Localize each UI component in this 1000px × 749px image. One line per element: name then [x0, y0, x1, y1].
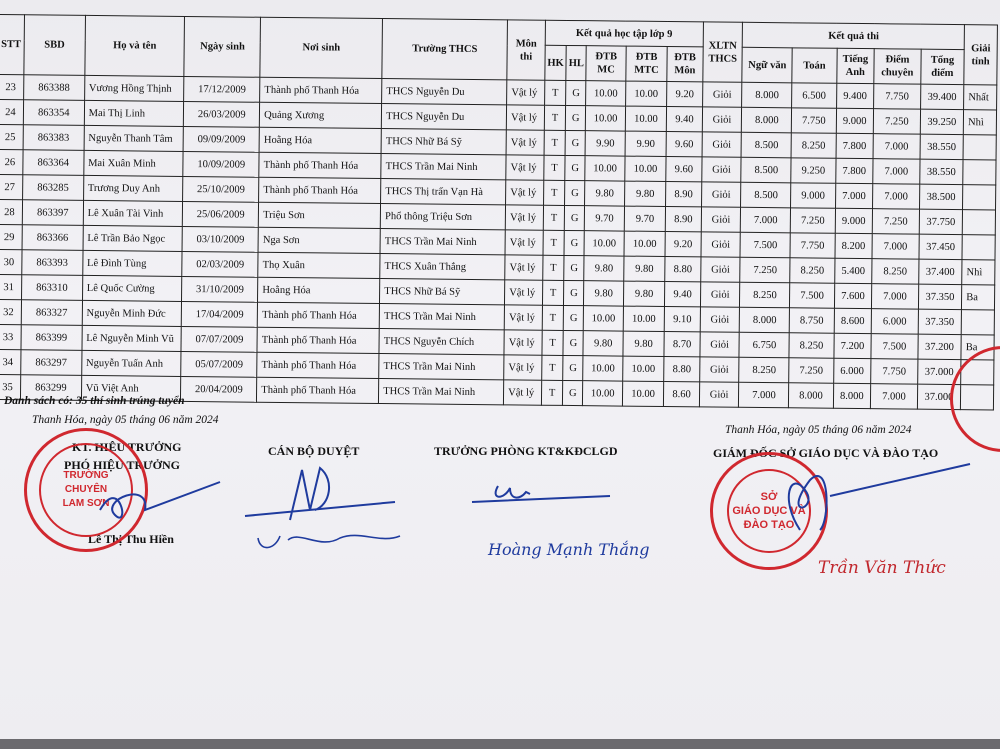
cell-mc: 10.00: [585, 156, 625, 181]
stamp-right-text-2: GIÁO DỤC VÀ: [732, 505, 806, 517]
stamp-right-text-1: SỞ: [760, 491, 778, 503]
col-dob: Ngày sinh: [184, 16, 260, 77]
cell-school: THCS Trần Mai Ninh: [379, 304, 504, 330]
cell-mc: 10.00: [583, 381, 623, 406]
cell-chuyen: 7.000: [871, 384, 918, 409]
cell-xl: Giỏi: [702, 157, 742, 182]
signature-3: [470, 478, 620, 508]
cell-dob: 07/07/2009: [181, 326, 257, 352]
cell-name: Nguyễn Minh Đức: [82, 300, 182, 326]
cell-hk: T: [542, 355, 564, 380]
cell-sbd: 863393: [22, 250, 83, 276]
cell-prize: [963, 135, 996, 160]
cell-subject: Vật lý: [504, 380, 542, 405]
col-stt: STT: [0, 15, 24, 75]
cell-mtc: 9.70: [624, 206, 666, 231]
cell-pob: Thành phố Thanh Hóa: [257, 352, 379, 378]
signer-left-name: Lê Thị Thu Hiền: [88, 532, 174, 546]
cell-van: 8.500: [741, 157, 791, 183]
cell-stt: 26: [0, 149, 23, 174]
cell-anh: 6.000: [833, 358, 871, 383]
cell-mtc: 9.90: [625, 131, 667, 156]
cell-pob: Thọ Xuân: [258, 252, 380, 278]
cell-tong: 38.500: [919, 184, 963, 209]
col-tong: Tổng điểm: [920, 49, 964, 84]
cell-hk: T: [542, 280, 564, 305]
cell-anh: 9.000: [835, 208, 873, 233]
cell-sbd: 863285: [22, 175, 83, 201]
cell-van: 7.000: [739, 382, 789, 408]
cell-name: Mai Xuân Minh: [84, 150, 184, 176]
cell-mtc: 10.00: [622, 381, 664, 406]
cell-prize: [961, 310, 994, 335]
cell-anh: 9.000: [836, 108, 874, 133]
cell-toan: 9.000: [791, 183, 835, 208]
col-dtb-mc: ĐTB MC: [586, 46, 626, 81]
cell-van: 8.000: [742, 107, 792, 133]
cell-hk: T: [543, 230, 565, 255]
cell-subject: Vật lý: [506, 130, 544, 155]
cell-xl: Giỏi: [701, 182, 741, 207]
kt-hieu-truong-title: KT. HIỆU TRƯỞNG: [72, 440, 182, 454]
cell-tong: 37.450: [919, 234, 963, 259]
cell-subject: Vật lý: [505, 280, 543, 305]
cell-school: THCS Nhữ Bá Sỹ: [380, 279, 505, 305]
cell-xl: Giỏi: [702, 132, 742, 157]
cell-prize: [962, 235, 995, 260]
cell-subject: Vật lý: [504, 330, 542, 355]
cell-school: THCS Nhữ Bá Sỹ: [381, 129, 506, 155]
cell-mc: 9.80: [585, 181, 625, 206]
cell-sbd: 863327: [21, 300, 82, 326]
cell-toan: 8.250: [791, 133, 835, 158]
cell-subject: Vật lý: [506, 180, 544, 205]
cell-dob: 25/10/2009: [183, 176, 259, 202]
col-prize: Giải tỉnh: [964, 25, 997, 85]
cell-subject: Vật lý: [507, 80, 545, 105]
cell-pob: Hoằng Hóa: [259, 127, 381, 153]
cell-van: 7.500: [740, 232, 790, 258]
col-dtb-mtc: ĐTB MTC: [626, 46, 668, 81]
cell-toan: 7.750: [790, 233, 834, 258]
cell-hk: T: [544, 105, 566, 130]
cell-pob: Hoằng Hóa: [258, 277, 380, 303]
stamp-left-text-3: LAM SƠN: [62, 498, 110, 509]
cell-name: Vương Hồng Thịnh: [84, 75, 184, 101]
cell-toan: 7.500: [790, 283, 834, 308]
cell-school: THCS Nguyễn Du: [382, 104, 507, 130]
cell-mtc: 10.00: [625, 81, 667, 106]
cell-chuyen: 7.250: [873, 109, 920, 134]
cell-xl: Giỏi: [702, 82, 742, 107]
cell-anh: 9.400: [836, 83, 874, 108]
cell-school: THCS Nguyễn Chích: [379, 329, 504, 355]
stamp-left-text-2: CHUYÊN: [64, 484, 108, 495]
cell-dob: 31/10/2009: [182, 276, 258, 302]
cell-sbd: 863354: [23, 100, 84, 126]
cell-sbd: 863297: [21, 350, 82, 376]
cell-van: 8.250: [740, 282, 790, 308]
cell-hl: G: [564, 205, 584, 230]
cell-stt: 34: [0, 349, 21, 374]
cell-mon: 9.20: [667, 82, 703, 107]
cell-school: THCS Thị trấn Vạn Hà: [381, 179, 506, 205]
cell-tong: 37.000: [917, 384, 961, 409]
cell-dob: 10/09/2009: [183, 151, 259, 177]
cell-mc: 9.90: [585, 131, 625, 156]
cell-hk: T: [542, 305, 564, 330]
cell-hl: G: [565, 180, 585, 205]
cell-chuyen: 7.000: [872, 284, 919, 309]
cell-dob: 02/03/2009: [182, 251, 258, 277]
cell-tong: 37.200: [918, 334, 962, 359]
col-chuyen: Điểm chuyên: [874, 49, 921, 84]
cell-dob: 17/12/2009: [184, 76, 260, 102]
cell-mtc: 9.80: [623, 331, 665, 356]
cell-subject: Vật lý: [504, 305, 542, 330]
cell-anh: 7.600: [834, 283, 872, 308]
cell-hk: T: [542, 330, 564, 355]
col-hl: HL: [566, 45, 587, 80]
cell-hk: T: [543, 205, 565, 230]
cell-mc: 10.00: [584, 231, 624, 256]
cell-mc: 10.00: [584, 306, 624, 331]
can-bo-duyet-title: CÁN BỘ DUYỆT: [268, 444, 360, 458]
cell-pob: Thành phố Thanh Hóa: [257, 302, 379, 328]
cell-mtc: 10.00: [624, 231, 666, 256]
cell-toan: 8.250: [789, 333, 833, 358]
cell-prize: Ba: [961, 335, 994, 360]
cell-mtc: 10.00: [625, 156, 667, 181]
cell-mtc: 10.00: [625, 106, 667, 131]
cell-mc: 9.80: [583, 331, 623, 356]
cell-hk: T: [544, 155, 566, 180]
group-grade9: Kết quả học tập lớp 9: [545, 20, 703, 47]
cell-van: 8.250: [739, 357, 789, 383]
cell-mon: 9.20: [665, 232, 701, 257]
cell-hl: G: [564, 230, 584, 255]
col-name: Họ và tên: [85, 15, 185, 76]
cell-pob: Thành phố Thanh Hóa: [260, 77, 382, 103]
cell-school: THCS Nguyễn Du: [382, 79, 507, 105]
pho-hieu-truong-title: PHÓ HIỆU TRƯỞNG: [64, 458, 181, 472]
cell-name: Lê Trần Bảo Ngọc: [83, 225, 183, 251]
cell-name: Nguyễn Thanh Tâm: [84, 125, 184, 151]
group-exam: Kết quả thi: [743, 22, 965, 49]
col-sbd: SBD: [24, 15, 85, 76]
cell-dob: 25/06/2009: [183, 201, 259, 227]
cell-mon: 8.90: [665, 207, 701, 232]
cell-hl: G: [564, 280, 584, 305]
cell-name: Trương Duy Anh: [83, 175, 183, 201]
signature-4: [760, 460, 980, 540]
cell-prize: [962, 210, 995, 235]
cell-hl: G: [563, 355, 583, 380]
cell-anh: 7.800: [836, 133, 874, 158]
cell-mon: 8.90: [666, 182, 702, 207]
cell-toan: 7.250: [789, 358, 833, 383]
cell-van: 8.500: [741, 132, 791, 158]
cell-sbd: 863383: [23, 125, 84, 151]
cell-stt: 25: [0, 124, 23, 149]
cell-hk: T: [544, 130, 566, 155]
cell-tong: 37.400: [918, 259, 962, 284]
cell-xl: Giỏi: [699, 357, 739, 382]
cell-dob: 17/04/2009: [182, 301, 258, 327]
cell-hk: T: [544, 80, 566, 105]
col-subject: Môn thi: [507, 20, 545, 80]
cell-stt: 30: [0, 249, 22, 274]
cell-hl: G: [566, 80, 586, 105]
cell-sbd: 863299: [20, 375, 81, 401]
cell-prize: Ba: [962, 285, 995, 310]
cell-tong: 37.000: [917, 359, 961, 384]
date-right: Thanh Hóa, ngày 05 tháng 06 năm 2024: [725, 424, 912, 436]
cell-van: 8.000: [740, 307, 790, 333]
cell-toan: 7.250: [791, 208, 835, 233]
cell-stt: 29: [0, 224, 22, 249]
cell-toan: 7.750: [792, 108, 836, 133]
cell-mtc: 9.80: [623, 281, 665, 306]
cell-mc: 9.80: [584, 256, 624, 281]
cell-anh: 8.600: [834, 308, 872, 333]
cell-subject: Vật lý: [505, 230, 543, 255]
page-edge: [0, 739, 1000, 749]
cell-prize: Nhì: [962, 260, 995, 285]
cell-xl: Giỏi: [700, 332, 740, 357]
cell-mon: 8.80: [664, 356, 700, 381]
cell-anh: 5.400: [834, 258, 872, 283]
cell-school: THCS Xuân Thắng: [380, 254, 505, 280]
cell-pob: Triệu Sơn: [259, 202, 381, 228]
cell-stt: 23: [0, 75, 24, 100]
cell-stt: 35: [0, 374, 21, 399]
cell-mon: 9.60: [666, 132, 702, 157]
cell-mc: 9.70: [585, 206, 625, 231]
cell-chuyen: 8.250: [872, 259, 919, 284]
cell-anh: 8.200: [835, 233, 873, 258]
cell-tong: 38.550: [920, 134, 964, 159]
cell-stt: 31: [0, 274, 22, 299]
cell-hk: T: [543, 180, 565, 205]
col-hk: HK: [545, 45, 567, 80]
cell-xl: Giỏi: [699, 382, 739, 407]
cell-chuyen: 7.750: [871, 359, 918, 384]
cell-hl: G: [563, 305, 583, 330]
cell-hk: T: [541, 380, 563, 405]
cell-chuyen: 7.750: [874, 84, 921, 109]
cell-pob: Quảng Xương: [260, 102, 382, 128]
cell-mc: 10.00: [586, 106, 626, 131]
cell-dob: 20/04/2009: [181, 376, 257, 402]
cell-chuyen: 7.000: [873, 159, 920, 184]
cell-chuyen: 7.000: [872, 234, 919, 259]
col-xltn: XLTN THCS: [703, 22, 743, 82]
cell-dob: 03/10/2009: [182, 226, 258, 252]
table-body: [0, 75, 997, 410]
cell-hl: G: [564, 255, 584, 280]
cell-prize: Nhất: [964, 85, 997, 110]
cell-tong: 39.250: [920, 109, 964, 134]
cell-pob: Nga Sơn: [258, 227, 380, 253]
cell-van: 7.000: [741, 207, 791, 233]
cell-mc: 10.00: [586, 81, 626, 106]
cell-pob: Thành phố Thanh Hóa: [259, 177, 381, 203]
cell-sbd: 863399: [21, 325, 82, 351]
cell-van: 8.000: [742, 82, 792, 108]
cell-mon: 9.40: [667, 107, 703, 132]
cell-school: Phổ thông Triệu Sơn: [380, 204, 505, 230]
cell-toan: 8.000: [789, 383, 833, 408]
cell-tong: 37.350: [918, 309, 962, 334]
cell-toan: 9.250: [791, 158, 835, 183]
cell-prize: [963, 185, 996, 210]
cell-stt: 27: [0, 174, 23, 199]
cell-mon: 8.60: [664, 381, 700, 406]
cell-subject: Vật lý: [506, 105, 544, 130]
cell-hl: G: [565, 155, 585, 180]
cell-anh: 7.200: [833, 333, 871, 358]
giam-doc-title: GIÁM ĐỐC SỞ GIÁO DỤC VÀ ĐÀO TẠO: [713, 446, 939, 460]
cell-stt: 28: [0, 199, 22, 224]
cell-tong: 38.550: [919, 159, 963, 184]
stamp-left-text-1: TRƯỜNG: [63, 470, 109, 481]
cell-dob: 09/09/2009: [183, 126, 259, 152]
col-school: Trường THCS: [382, 19, 508, 80]
cell-xl: Giỏi: [700, 282, 740, 307]
cell-stt: 24: [0, 100, 24, 125]
cell-mon: 8.70: [664, 331, 700, 356]
cell-mtc: 9.80: [624, 256, 666, 281]
cell-chuyen: 7.500: [871, 334, 918, 359]
cell-van: 8.500: [741, 182, 791, 208]
cell-sbd: 863397: [22, 200, 83, 226]
cell-stt: 33: [0, 324, 21, 349]
cell-dob: 26/03/2009: [184, 101, 260, 127]
cell-toan: 6.500: [792, 83, 836, 108]
cell-name: Nguyễn Tuấn Anh: [81, 350, 181, 376]
cell-school: THCS Trần Mai Ninh: [379, 354, 504, 380]
cell-hl: G: [565, 130, 585, 155]
cell-sbd: 863364: [23, 150, 84, 176]
cell-mtc: 10.00: [623, 306, 665, 331]
cell-anh: 7.800: [835, 158, 873, 183]
cell-stt: 32: [0, 299, 21, 324]
cell-mtc: 10.00: [623, 356, 665, 381]
cell-anh: 7.000: [835, 183, 873, 208]
cell-name: Lê Quốc Cường: [82, 275, 182, 301]
cell-chuyen: 6.000: [871, 309, 918, 334]
cell-subject: Vật lý: [505, 205, 543, 230]
cell-chuyen: 7.250: [872, 209, 919, 234]
signature-left: [90, 470, 230, 530]
cell-dob: 05/07/2009: [181, 351, 257, 377]
cell-prize: [963, 160, 996, 185]
cell-van: 6.750: [739, 332, 789, 358]
cell-mon: 9.60: [666, 157, 702, 182]
stamp-right-text-3: ĐÀO TẠO: [743, 519, 795, 531]
col-van: Ngữ văn: [742, 47, 792, 83]
cell-hl: G: [563, 380, 583, 405]
cell-mon: 9.10: [664, 306, 700, 331]
header-row-1: [0, 15, 997, 50]
cell-xl: Giỏi: [700, 307, 740, 332]
cell-tong: 39.400: [920, 84, 964, 109]
cell-anh: 8.000: [833, 383, 871, 408]
cell-mtc: 9.80: [624, 181, 666, 206]
cell-hl: G: [566, 105, 586, 130]
cell-school: THCS Trần Mai Ninh: [381, 154, 506, 180]
cell-chuyen: 7.000: [873, 134, 920, 159]
signer-4-name: Trần Văn Thức: [818, 558, 946, 578]
cell-xl: Giỏi: [700, 257, 740, 282]
candidate-count: Danh sách có: 35 thí sinh trúng tuyển: [4, 395, 185, 407]
cell-subject: Vật lý: [505, 255, 543, 280]
results-table: [0, 14, 998, 410]
cell-name: Mai Thị Linh: [84, 100, 184, 126]
cell-tong: 37.750: [919, 209, 963, 234]
cell-van: 7.250: [740, 257, 790, 283]
date-left: Thanh Hóa, ngày 05 tháng 06 năm 2024: [32, 414, 219, 426]
cell-pob: Thành phố Thanh Hóa: [259, 152, 381, 178]
col-anh: Tiếng Anh: [836, 48, 874, 83]
cell-school: THCS Trần Mai Ninh: [380, 229, 505, 255]
cell-school: THCS Trần Mai Ninh: [379, 379, 504, 405]
cell-name: Lê Xuân Tài Vinh: [83, 200, 183, 226]
signature-2: [240, 460, 410, 560]
cell-toan: 8.250: [790, 258, 834, 283]
cell-xl: Giỏi: [701, 232, 741, 257]
cell-mon: 8.80: [665, 257, 701, 282]
signer-3-name: Hoàng Mạnh Thắng: [488, 540, 650, 559]
cell-pob: Thành phố Thanh Hóa: [257, 377, 379, 403]
truong-phong-title: TRƯỞNG PHÒNG KT&KĐCLGD: [434, 444, 618, 458]
cell-mon: 9.40: [665, 281, 701, 306]
cell-tong: 37.350: [918, 284, 962, 309]
cell-subject: Vật lý: [504, 355, 542, 380]
cell-mc: 9.80: [584, 281, 624, 306]
col-toan: Toán: [792, 48, 837, 83]
cell-name: Lê Nguyễn Minh Vũ: [82, 325, 182, 351]
cell-pob: Thành phố Thanh Hóa: [257, 327, 379, 353]
col-pob: Nơi sinh: [260, 17, 383, 78]
cell-toan: 8.750: [790, 308, 834, 333]
cell-chuyen: 7.000: [873, 184, 920, 209]
cell-subject: Vật lý: [506, 155, 544, 180]
cell-sbd: 863310: [21, 275, 82, 301]
cell-name: Vũ Việt Anh: [81, 375, 181, 401]
col-dtb-mon: ĐTB Môn: [667, 47, 703, 82]
cell-sbd: 863388: [24, 75, 85, 101]
cell-mc: 10.00: [583, 356, 623, 381]
cell-xl: Giỏi: [702, 107, 742, 132]
cell-name: Lê Đình Tùng: [82, 250, 182, 276]
cell-xl: Giỏi: [701, 207, 741, 232]
cell-prize: Nhì: [963, 110, 996, 135]
cell-hk: T: [543, 255, 565, 280]
cell-sbd: 863366: [22, 225, 83, 251]
cell-hl: G: [563, 330, 583, 355]
